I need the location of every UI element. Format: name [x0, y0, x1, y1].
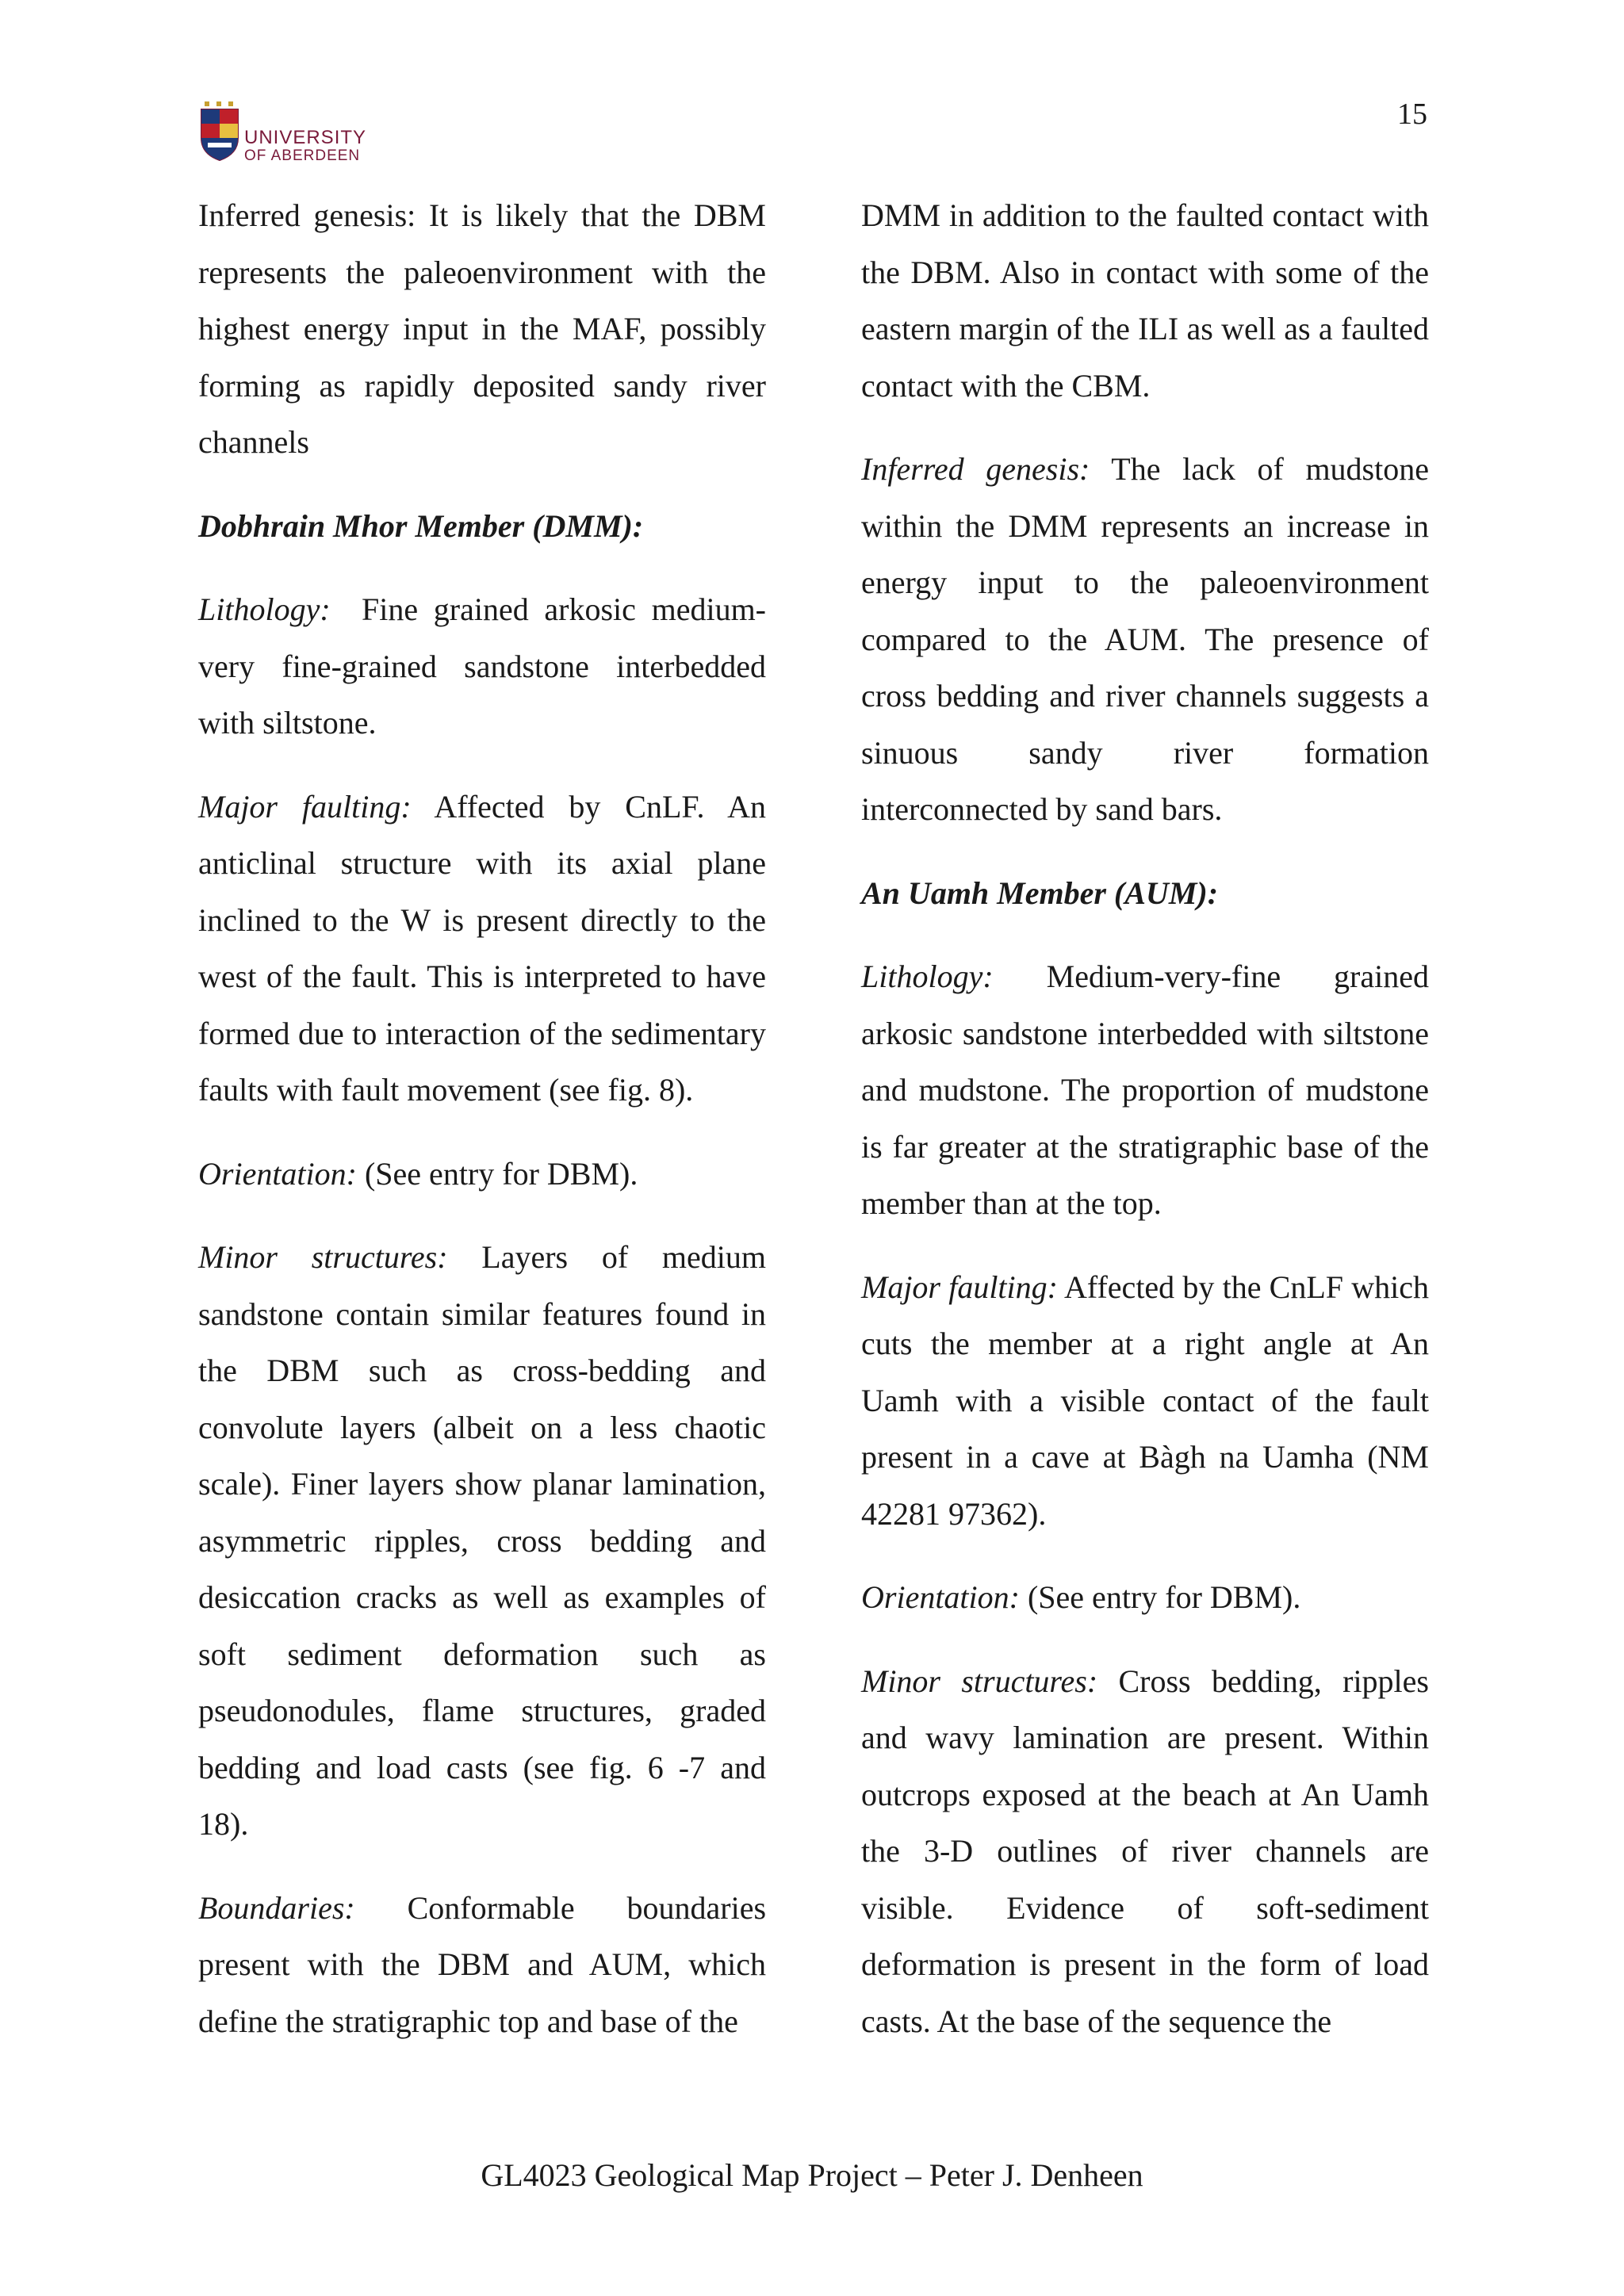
paragraph-major-faulting — [198, 779, 766, 1119]
label-minor-structures: Minor structures: — [861, 1663, 1098, 1699]
paragraph-text: Affected by the CnLF which cuts the member at a right angle at An Uamh with a visible contact of the fault present in a cave at Bàgh na Uamha (NM 42281 97362). — [861, 1269, 1429, 1532]
university-logo — [200, 98, 382, 165]
page-number: 15 — [1397, 98, 1427, 131]
paragraph-text: (See entry for DBM). — [1027, 1579, 1301, 1615]
paragraph-text: Affected by CnLF. An anticlinal structure with its axial plane inclined to the W is present directly to the west of the fault. This is interpreted to have formed due to interaction of the sedimentary faults with fault movement (see fig. 8). — [198, 788, 767, 1108]
label-boundaries: Boundaries: — [198, 1889, 355, 1926]
paragraph-minor-structures — [198, 1229, 766, 1853]
paragraph-text: Medium-very-fine grained arkosic sandstone interbedded with siltstone and mudstone. The proportion of mudstone is far greater at the stratigraphic base of the member than at the top. — [861, 959, 1429, 1221]
logo-text-university: UNIVERSITY — [244, 127, 367, 148]
page-footer: GL4023 Geological Map Project – Peter J. Denheen — [481, 2157, 1143, 2193]
paragraph-text: Layers of medium sandstone contain similar features found in the DBM such as cross-bedding and convolute layers (albeit on a less chaotic scale). Finer layers show planar lamination, asymmetric ripples, cross bedding and desiccation cracks as well as examples of soft sediment deformation such as pseudonodules, flame structures, graded bedding and load casts (see fig. 6 -7 and 18). — [198, 1239, 766, 1842]
paragraph-dmm-contacts — [861, 187, 1429, 414]
label-major-faulting: Major faulting: — [861, 1269, 1058, 1305]
label-minor-structures: Minor structures: — [198, 1239, 448, 1275]
university-crest-icon — [200, 98, 241, 165]
paragraph-inferred-genesis-dmm — [861, 441, 1429, 838]
section-heading-dmm: Dobhrain Mhor Member (DMM): — [198, 507, 644, 544]
label-lithology: Lithology: — [861, 959, 994, 994]
paragraph-text: Conformable boundaries present with the DBM and AUM, which define the stratigraphic top and base of the — [198, 1889, 767, 2039]
paragraph-minor-structures-aum — [861, 1653, 1429, 2050]
paragraph-orientation-aum — [861, 1569, 1429, 1626]
paragraph-text: Cross bedding, ripples and wavy lamination are present. Within outcrops exposed at the beach at An Uamh the 3-D outlines of river channels are visible. Evidence of soft-sediment deformation is present in the form of load casts. At the base of the sequence the — [861, 1663, 1429, 2039]
paragraph-text: Fine grained arkosic medium-very fine-grained sandstone interbedded with siltstone. — [198, 591, 766, 740]
left-column — [198, 187, 766, 2076]
section-heading-aum: An Uamh Member (AUM): — [861, 874, 1219, 911]
paragraph-text: Inferred genesis: It is likely that the DBM represents the paleoenvironment with the highest energy input in the MAF, possibly forming as rapidly deposited sandy river channels — [198, 197, 766, 460]
paragraph-lithology — [198, 581, 766, 752]
paragraph-text: The lack of mudstone within the DMM represents an increase in energy input to the paleoenvironment compared to the AUM. The presence of cross bedding and river channels suggests a sinuous sandy river formation interconnected by sand bars. — [861, 451, 1429, 827]
label-lithology: Lithology: — [198, 591, 331, 627]
right-column — [861, 187, 1429, 2076]
label-inferred-genesis: Inferred genesis: — [861, 451, 1090, 487]
label-orientation: Orientation: — [861, 1579, 1020, 1615]
paragraph-text: DMM in addition to the faulted contact with the DBM. Also in contact with some of the eastern margin of the ILI as well as a faulted contact with the CBM. — [861, 197, 1429, 404]
paragraph-major-faulting-aum — [861, 1259, 1429, 1543]
paragraph-lithology-aum — [861, 948, 1429, 1232]
paragraph-inferred-genesis-dbm — [198, 187, 766, 471]
paragraph-boundaries — [198, 1880, 766, 2050]
label-orientation: Orientation: — [198, 1155, 357, 1192]
paragraph-text: (See entry for DBM). — [364, 1155, 638, 1192]
logo-text-aberdeen: OF ABERDEEN — [244, 147, 361, 164]
label-major-faulting: Major faulting: — [198, 788, 412, 825]
paragraph-orientation — [198, 1146, 766, 1203]
